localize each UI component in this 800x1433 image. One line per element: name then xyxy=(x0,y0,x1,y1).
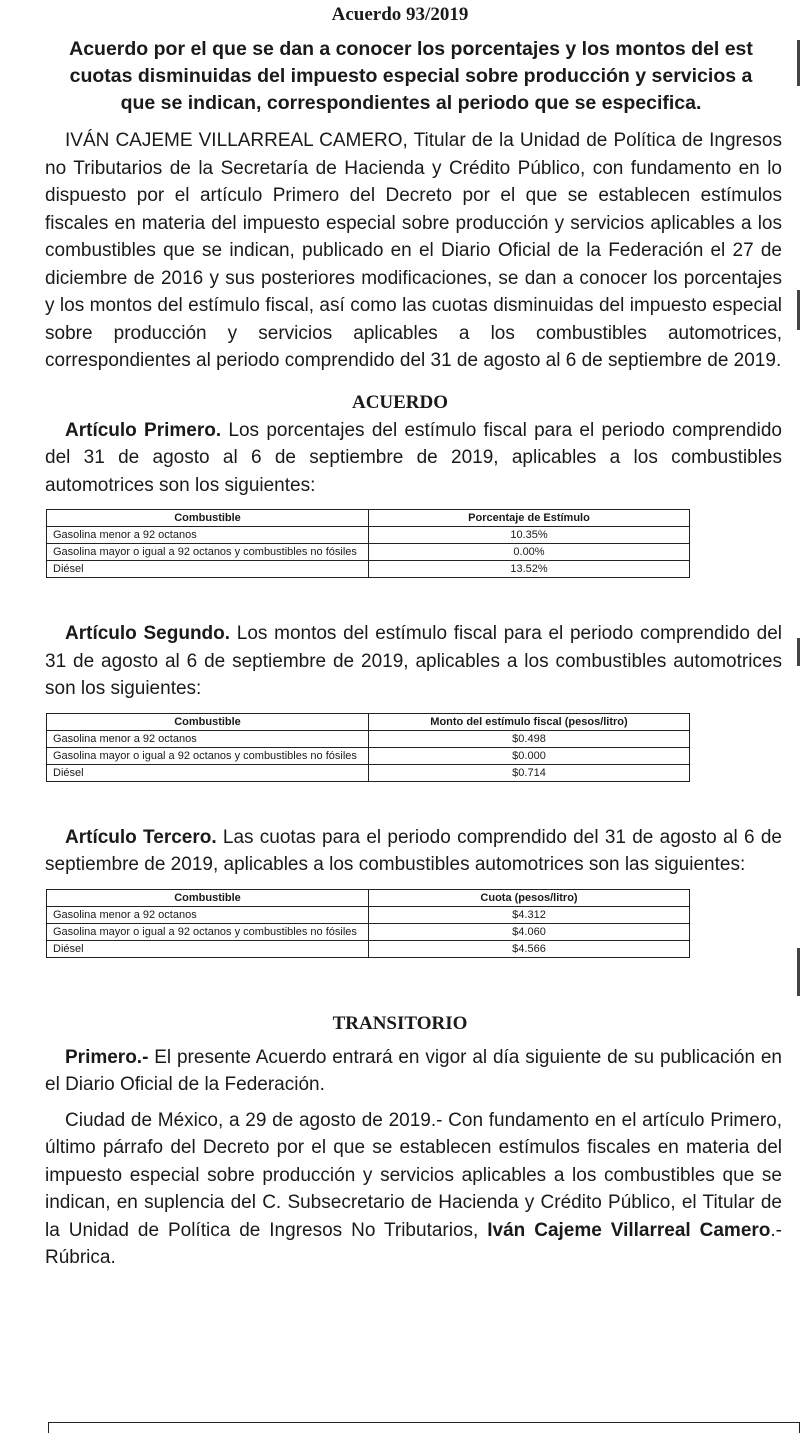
table-row xyxy=(47,544,690,561)
article-primero xyxy=(45,417,782,500)
transitory-lead: Primero.- xyxy=(65,1046,149,1068)
table-row xyxy=(47,764,690,781)
fuel-cell: Diésel xyxy=(47,940,369,957)
document-number: Acuerdo 93/2019 xyxy=(331,4,469,25)
value-cell: 0.00% xyxy=(369,544,690,561)
fuel-cell: Gasolina mayor o igual a 92 octanos y combustibles no fósiles xyxy=(47,747,369,764)
quota-table xyxy=(46,889,690,958)
article-text: Los montos del estímulo fiscal para el periodo comprendido del 31 de agosto al 6 de septiembre de 2019, aplicables a los combustibles automotrices son los siguientes: xyxy=(45,623,782,699)
value-cell: 10.35% xyxy=(369,527,690,544)
subject-line: cuotas disminuidas del impuesto especial sobre producción y servicios a xyxy=(69,65,753,87)
table-row xyxy=(47,527,690,544)
fuel-cell: Gasolina menor a 92 octanos xyxy=(47,527,369,544)
column-header: Cuota (pesos/litro) xyxy=(369,889,690,906)
closing-text: Ciudad de México, a 29 de agosto de 2019.- Con fundamento en el artículo Primero, último párrafo del Decreto por el que se establecen estímulos fiscales en materia del impuesto especial sobre producción y servicios aplicables a los combustibles que se indican, en suplencia del C. Subsecretario de Hacienda y Crédito Público, el Titular de la Unidad de Política de Ingresos No Tributarios, xyxy=(45,1109,782,1241)
article-lead: Artículo Primero. xyxy=(65,419,222,441)
value-cell: $0.000 xyxy=(369,747,690,764)
value-cell: 13.52% xyxy=(369,561,690,578)
fuel-cell: Gasolina mayor o igual a 92 octanos y combustibles no fósiles xyxy=(47,923,369,940)
fuel-cell: Diésel xyxy=(47,561,369,578)
signer-name: Iván Cajeme Villarreal Camero xyxy=(487,1219,771,1241)
value-cell: $4.566 xyxy=(369,940,690,957)
table-header-row xyxy=(47,510,690,527)
table-row xyxy=(47,940,690,957)
column-header: Porcentaje de Estímulo xyxy=(369,510,690,527)
closing-paragraph xyxy=(45,1107,782,1272)
fuel-cell: Gasolina mayor o igual a 92 octanos y combustibles no fósiles xyxy=(47,544,369,561)
value-cell: $4.312 xyxy=(369,906,690,923)
table-row xyxy=(47,730,690,747)
table-row xyxy=(47,906,690,923)
value-cell: $0.714 xyxy=(369,764,690,781)
value-cell: $0.498 xyxy=(369,730,690,747)
article-lead: Artículo Tercero. xyxy=(65,826,217,848)
article-lead: Artículo Segundo. xyxy=(65,623,231,644)
value-cell: $4.060 xyxy=(369,923,690,940)
table-header-row xyxy=(47,713,690,730)
article-tercero xyxy=(45,824,782,879)
fuel-cell: Diésel xyxy=(47,764,369,781)
transitory-paragraph xyxy=(45,1044,782,1099)
table-row xyxy=(47,923,690,940)
transitory-text: El presente Acuerdo entrará en vigor al día siguiente de su publicación en el Diario Oficial de la Federación. xyxy=(45,1046,782,1095)
column-header: Combustible xyxy=(47,510,369,527)
article-text: Las cuotas para el periodo comprendido del 31 de agosto al 6 de septiembre de 2019, aplicables a los combustibles automotrices son las siguientes: xyxy=(45,826,782,875)
fuel-cell: Gasolina menor a 92 octanos xyxy=(47,730,369,747)
stimulus-amount-table xyxy=(46,713,690,782)
article-segundo xyxy=(45,620,782,703)
footer-rule xyxy=(48,1422,800,1433)
article-text: Los porcentajes del estímulo fiscal para el periodo comprendido del 31 de agosto al 6 de septiembre de 2019, aplicables a los combustibles automotrices son los siguientes: xyxy=(45,419,782,496)
stimulus-percentage-table xyxy=(46,509,690,578)
closing-suffix: .- Rúbrica. xyxy=(45,1219,782,1268)
document-subject xyxy=(40,36,782,117)
table-header-row xyxy=(47,889,690,906)
column-header: Monto del estímulo fiscal (pesos/litro) xyxy=(369,713,690,730)
column-header: Combustible xyxy=(47,713,369,730)
table-row xyxy=(47,561,690,578)
table-row xyxy=(47,747,690,764)
fuel-cell: Gasolina menor a 92 octanos xyxy=(47,906,369,923)
subject-line: que se indican, correspondientes al periodo que se especifica. xyxy=(120,92,702,114)
column-header: Combustible xyxy=(47,889,369,906)
section-heading-acuerdo: ACUERDO xyxy=(351,391,449,413)
intro-paragraph: IVÁN CAJEME VILLARREAL CAMERO, Titular de la Unidad de Política de Ingresos no Tributarios de la Secretaría de Hacienda y Crédito Público, con fundamento en lo dispuesto por el artículo Primero del Decreto por el que se establecen estímulos fiscales en materia del impuesto especial sobre producción y servicios aplicables a los combustibles que se indican, publicado en el Diario Oficial de la Federación el 27 de diciembre de 2016 y sus posteriores modificaciones, se dan a conocer los porcentajes y los montos del estímulo fiscal, así como las cuotas disminuidas del impuesto especial sobre producción y servicios aplicables a los combustibles automotrices, correspondientes al periodo comprendido del 31 de agosto al 6 de septiembre de 2019. xyxy=(45,130,782,371)
section-heading-transitorio: TRANSITORIO xyxy=(332,1012,468,1034)
subject-line: Acuerdo por el que se dan a conocer los porcentajes y los montos del est xyxy=(69,38,753,60)
